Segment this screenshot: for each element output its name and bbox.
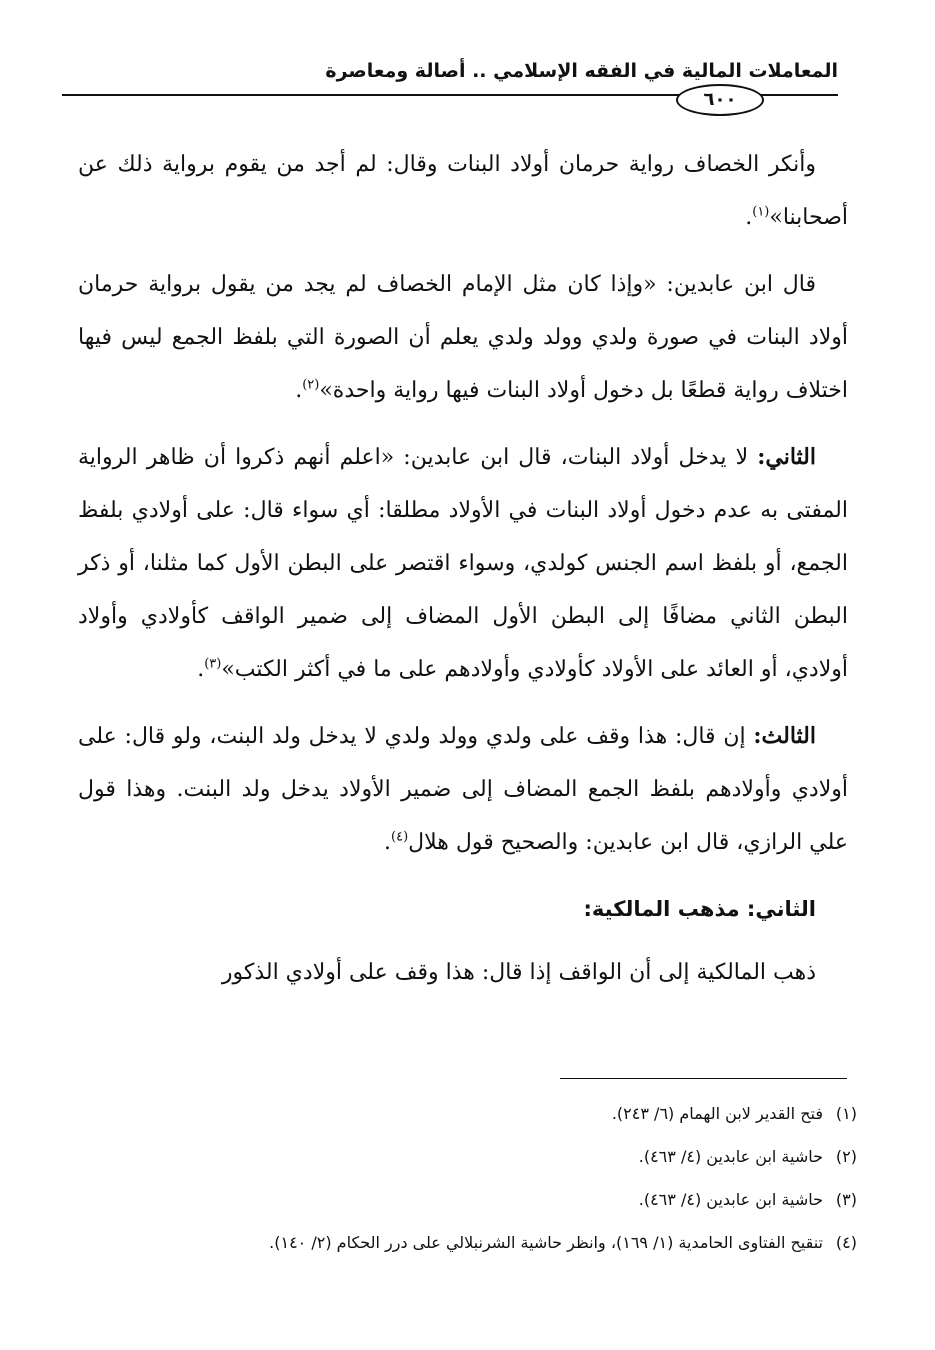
paragraph-1 [78, 138, 848, 244]
paragraph-5-text: ذهب المالكية إلى أن الواقف إذا قال: هذا وقف على أولادي الذكور [221, 960, 816, 985]
paragraph-2-end: . [295, 378, 303, 403]
footnotes [77, 1092, 857, 1264]
footnote-ref-4: (٤) [391, 829, 409, 845]
footnote-1-number: (١) [835, 1104, 857, 1123]
section-heading: الثاني: مذهب المالكية: [583, 897, 816, 921]
footnote-4-number: (٤) [835, 1233, 857, 1252]
paragraph-4-end: . [384, 830, 392, 855]
footnote-2-number: (٢) [835, 1147, 857, 1166]
page-header [62, 60, 838, 120]
paragraph-1-text: وأنكر الخصاف رواية حرمان أولاد البنات وقال: لم أجد من يقوم برواية ذلك عن أصحابنا» [78, 152, 848, 230]
paragraph-5 [78, 946, 848, 999]
footnote-2-text: حاشية ابن عابدين (٤/ ٤٦٣). [638, 1147, 823, 1166]
paragraph-4-lead: الثالث: [753, 723, 816, 749]
paragraph-4-text: إن قال: هذا وقف على ولدي وولد ولدي لا يدخل ولد البنت، ولو قال: على أولادي وأولادهم بلفظ الجمع المضاف إلى ضمير الأولاد يدخل ولد البنت. وهذا قول علي الرازي، قال ابن عابدين: والصحيح قول هلال [78, 724, 848, 855]
footnote-ref-1: (١) [752, 204, 770, 220]
footnote-1-text: فتح القدير لابن الهمام (٦/ ٢٤٣). [611, 1104, 823, 1123]
paragraph-1-end: . [745, 205, 753, 230]
page-number: ٦٠٠ [676, 84, 764, 116]
footnote-1 [77, 1092, 857, 1135]
paragraph-3-end: . [197, 657, 205, 682]
footnote-3-number: (٣) [835, 1190, 857, 1209]
main-text [78, 138, 848, 1013]
paragraph-3-text: لا يدخل أولاد البنات، قال ابن عابدين: «اعلم أنهم ذكروا أن ظاهر الرواية المفتى به عدم دخول أولاد البنات في الأولاد مطلقا: أي سواء قال: على أولادي بلفظ الجمع، أو بلفظ اسم الجنس كولدي، وسواء اقتصر على البطن الأول كما مثلنا، أو ذكر البطن الثاني مضافًا إلى البطن الأول المضاف إلى ضمير الواقف كأولادي وأولاد أولادي، أو العائد على الأولاد كأولادي وأولادهم على ما في أكثر الكتب» [78, 445, 848, 682]
footnote-rule [560, 1078, 847, 1079]
footnote-2 [77, 1135, 857, 1178]
footnote-ref-2: (٢) [302, 377, 320, 393]
footnote-3-text: حاشية ابن عابدين (٤/ ٤٦٣). [638, 1190, 823, 1209]
footnote-ref-3: (٣) [204, 656, 222, 672]
running-title: المعاملات المالية في الفقه الإسلامي .. أصالة ومعاصرة [325, 60, 838, 82]
paragraph-2 [78, 258, 848, 417]
paragraph-4 [78, 710, 848, 869]
paragraph-2-text: قال ابن عابدين: «وإذا كان مثل الإمام الخصاف لم يجد من يقول برواية حرمان أولاد البنات في صورة ولدي وولد ولدي يعلم أن الصورة التي بلفظ الجمع ليس فيها اختلاف رواية قطعًا بل دخول أولاد البنات فيها رواية واحدة» [78, 272, 848, 403]
paragraph-3 [78, 431, 848, 696]
paragraph-3-lead: الثاني: [757, 444, 816, 470]
footnote-4 [77, 1221, 857, 1264]
footnote-3 [77, 1178, 857, 1221]
footnote-4-text: تنقيح الفتاوى الحامدية (١/ ١٦٩)، وانظر حاشية الشرنبلالي على درر الحكام (٢/ ١٤٠). [269, 1233, 823, 1252]
